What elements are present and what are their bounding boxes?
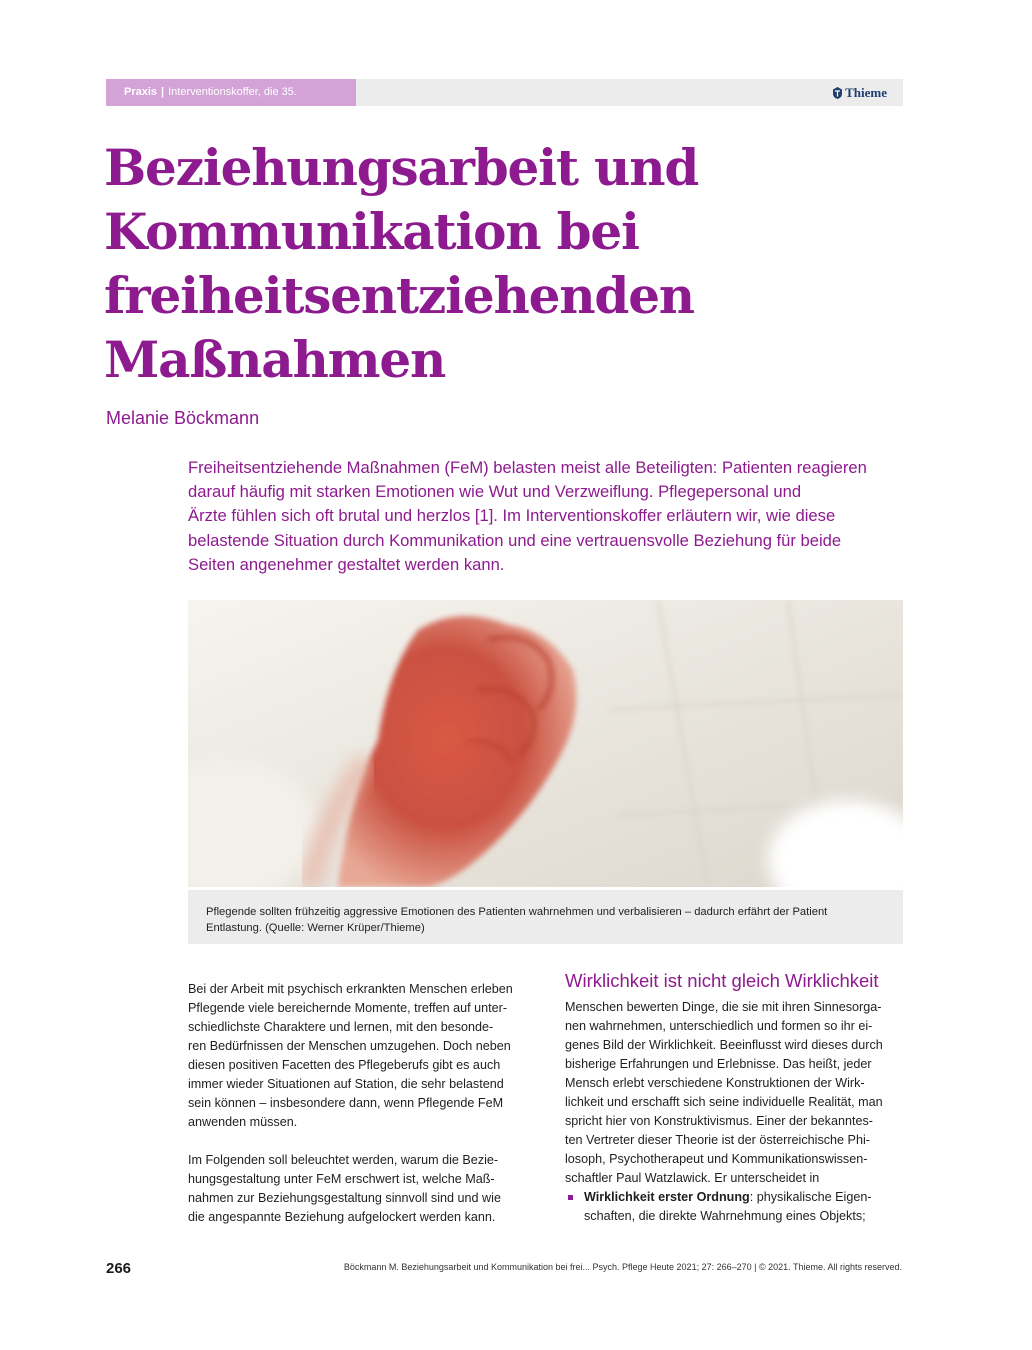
lead-paragraph xyxy=(188,456,908,577)
lead-line: darauf häufig mit starken Emotionen wie Wut und Verzweiflung. Pflegepersonal und xyxy=(188,482,802,502)
bullet-item xyxy=(565,1188,905,1226)
section-label: Praxis xyxy=(124,86,158,98)
caption-line: Pflegende sollten frühzeitig aggressive Emotionen des Patienten wahrnehmen und verbalisieren – dadurch erfährt der Patient xyxy=(206,906,828,918)
text-line: schaftler Paul Watzlawick. Er unterscheidet in xyxy=(565,1171,820,1185)
text-line: nahmen zur Beziehungsgestaltung sinnvoll sind und wie xyxy=(188,1191,501,1205)
lead-line: Seiten angenehmer gestaltet werden kann. xyxy=(188,554,505,574)
text-line: Bei der Arbeit mit psychisch erkrankten Menschen erleben xyxy=(188,982,513,996)
text-line: die angespannte Beziehung aufgelockert werden kann. xyxy=(188,1210,496,1224)
text-line: nen wahrnehmen, unterschiedlich und formen so ihr ei- xyxy=(565,1019,873,1033)
lead-line: belastende Situation durch Kommunikation und eine vertrauensvolle Beziehung für beide xyxy=(188,530,842,550)
title-line: Beziehungsarbeit und xyxy=(104,138,699,197)
title-line: Kommunikation bei xyxy=(104,202,639,261)
caption-line: Entlastung. (Quelle: Werner Krüper/Thieme) xyxy=(206,922,425,934)
section-tag xyxy=(106,79,356,106)
footer-citation: Böckmann M. Beziehungsarbeit und Kommunikation bei frei... Psych. Pflege Heute 2021; 27: 266–270 | © 2021. Thieme. All rights reserved. xyxy=(343,1262,902,1272)
body-paragraph xyxy=(188,980,528,1132)
publisher-logo xyxy=(833,79,887,106)
text-line: diesen positiven Facetten des Pflegeberufs gibt es auch xyxy=(188,1058,501,1072)
text-line: sein können – insbesondere dann, wenn Pflegende FeM xyxy=(188,1096,504,1110)
body-paragraph xyxy=(188,1151,528,1227)
text-line: genes Bild der Wirklichkeit. Beeinflusst wird dieses durch xyxy=(565,1038,883,1052)
thieme-emblem-icon xyxy=(833,87,842,99)
text-line: lichkeit und erschafft sich seine individuelle Realität, man xyxy=(565,1095,883,1109)
body-column-right xyxy=(565,968,905,1226)
title-line: freiheitsentziehenden xyxy=(104,266,694,325)
text-line: Pflegende viele bereichernde Momente, treffen auf unter- xyxy=(188,1001,508,1015)
text-line: ren Bedürfnissen der Menschen umzugehen. Doch neben xyxy=(188,1039,511,1053)
text-line: schiedlichste Charaktere und lernen, mit den besonde- xyxy=(188,1020,494,1034)
section-heading: Wirklichkeit ist nicht gleich Wirklichkeit xyxy=(565,970,879,991)
text-line: Menschen bewerten Dinge, die sie mit ihren Sinnesorga- xyxy=(565,1000,882,1014)
article-title xyxy=(104,136,884,392)
text-line: bisherige Erfahrungen und Erlebnisse. Das heißt, jeder xyxy=(565,1057,872,1071)
lead-line: Ärzte fühlen sich oft brutal und herzlos [1]. Im Interventionskoffer erläutern wir, wie diese xyxy=(188,506,836,526)
bullet-square-icon xyxy=(568,1195,573,1200)
bullet-term: Wirklichkeit erster Ordnung xyxy=(584,1190,750,1204)
section-separator: | xyxy=(161,86,165,98)
figure-caption xyxy=(188,890,903,944)
body-paragraph xyxy=(565,998,905,1188)
title-line: Maßnahmen xyxy=(104,330,446,389)
text-line: ten Vertreter dieser Theorie ist der österreichische Phi- xyxy=(565,1133,870,1147)
text-line: Mensch erlebt verschiedene Konstruktionen der Wirk- xyxy=(565,1076,865,1090)
text-line: hungsgestaltung unter FeM erschwert ist, welche Maß- xyxy=(188,1172,495,1186)
bullet-first-line xyxy=(584,1188,905,1207)
text-line: Im Folgenden soll beleuchtet werden, warum die Bezie- xyxy=(188,1153,499,1167)
text-line: losoph, Psychotherapeut und Kommunikationswissen- xyxy=(565,1152,868,1166)
publisher-name: Thieme xyxy=(845,85,887,100)
body-column-left xyxy=(188,980,528,1227)
clenched-fist-photo xyxy=(188,600,903,887)
running-header xyxy=(106,79,903,106)
page-number: 266 xyxy=(106,1260,132,1277)
series-label: Interventionskoffer, die 35. xyxy=(168,86,297,98)
bullet-text: : physikalische Eigen- xyxy=(749,1190,872,1204)
text-line: spricht hier von Konstruktivismus. Einer der bekanntes- xyxy=(565,1114,873,1128)
lead-line: Freiheitsentziehende Maßnahmen (FeM) belasten meist alle Beteiligten: Patienten reagieren xyxy=(188,458,867,477)
text-line: immer wieder Situationen auf Station, die sehr belastend xyxy=(188,1077,504,1091)
author-name: Melanie Böckmann xyxy=(106,408,260,428)
bullet-continuation: schaften, die direkte Wahrnehmung eines Objekts; xyxy=(584,1209,866,1223)
fist-illustration xyxy=(188,600,903,887)
text-line: anwenden müssen. xyxy=(188,1115,298,1129)
